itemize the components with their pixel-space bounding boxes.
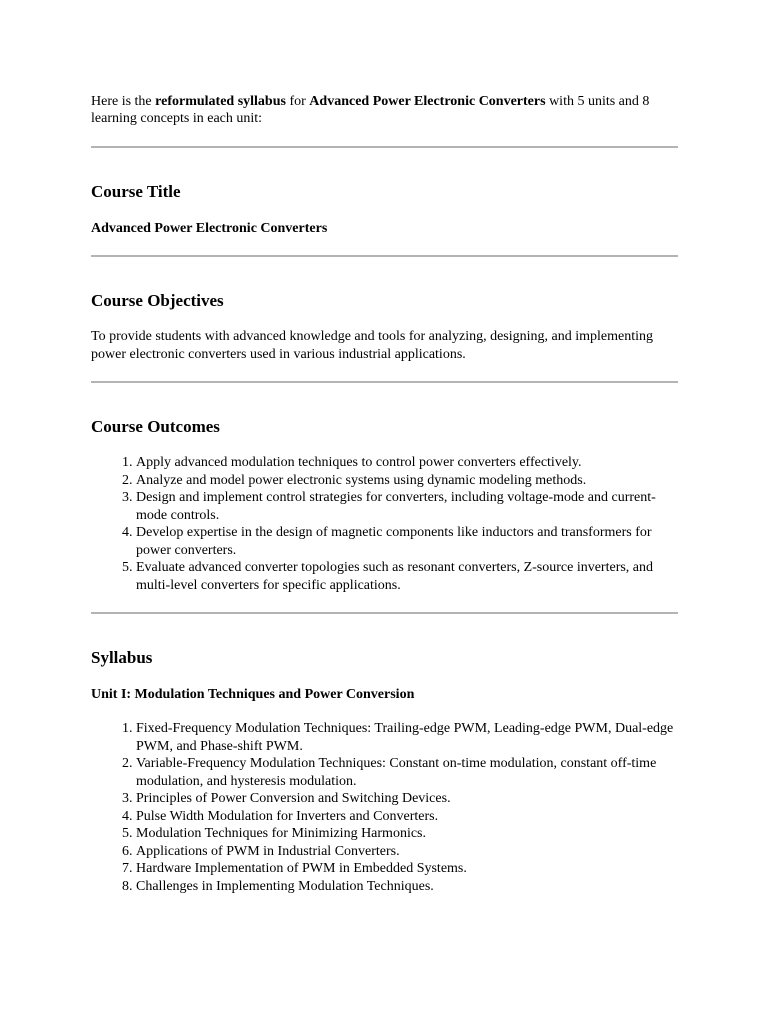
list-item: 1. Fixed-Frequency Modulation Techniques: Trailing-edge PWM, Leading-edge PWM, Dual-edge PWM, and Phase-shift PWM. <box>136 720 678 755</box>
document-page <box>91 93 678 895</box>
divider <box>91 146 678 148</box>
unit-1-title: Unit I: Modulation Techniques and Power Conversion <box>91 687 415 702</box>
list-item: 1. Apply advanced modulation techniques to control power converters effectively. <box>136 454 678 472</box>
list-item: 4. Pulse Width Modulation for Inverters and Converters. <box>136 808 678 826</box>
list-item: 8. Challenges in Implementing Modulation Techniques. <box>136 878 678 896</box>
list-item: 7. Hardware Implementation of PWM in Embedded Systems. <box>136 860 678 878</box>
syllabus-heading: Syllabus <box>91 648 153 667</box>
course-title-value: Advanced Power Electronic Converters <box>91 221 328 236</box>
divider <box>91 381 678 383</box>
intro-suffix: with 5 units and 8 learning concepts in each unit: <box>91 94 650 126</box>
course-objectives-text: To provide students with advanced knowledge and tools for analyzing, designing, and implementing power electronic converters used in various industrial applications. <box>91 329 654 362</box>
intro-paragraph <box>91 93 678 127</box>
list-item: 2. Variable-Frequency Modulation Techniques: Constant on-time modulation, constant off-time modulation, and hysteresis modulation. <box>136 755 678 790</box>
list-item: 2. Analyze and model power electronic systems using dynamic modeling methods. <box>136 472 678 490</box>
divider <box>91 255 678 257</box>
course-title-heading: Course Title <box>91 182 181 201</box>
course-objectives-heading: Course Objectives <box>91 291 224 310</box>
course-outcomes-heading: Course Outcomes <box>91 417 220 436</box>
intro-bold-course: Advanced Power Electronic Converters <box>309 94 546 109</box>
list-item: 6. Applications of PWM in Industrial Converters. <box>136 843 678 861</box>
intro-bold-syllabus: reformulated syllabus <box>155 94 286 109</box>
course-outcomes-list <box>91 454 678 594</box>
divider <box>91 612 678 614</box>
intro-prefix: Here is the <box>91 94 156 109</box>
intro-mid: for <box>285 94 310 109</box>
list-item: 3. Design and implement control strategies for converters, including voltage-mode and current-mode controls. <box>136 489 678 524</box>
unit-1-list <box>91 720 678 895</box>
list-item: 4. Develop expertise in the design of magnetic components like inductors and transformers for power converters. <box>136 524 678 559</box>
list-item: 5. Modulation Techniques for Minimizing Harmonics. <box>136 825 678 843</box>
list-item: 5. Evaluate advanced converter topologies such as resonant converters, Z-source inverters, and multi-level converters for specific applications. <box>136 559 678 594</box>
list-item: 3. Principles of Power Conversion and Switching Devices. <box>136 790 678 808</box>
